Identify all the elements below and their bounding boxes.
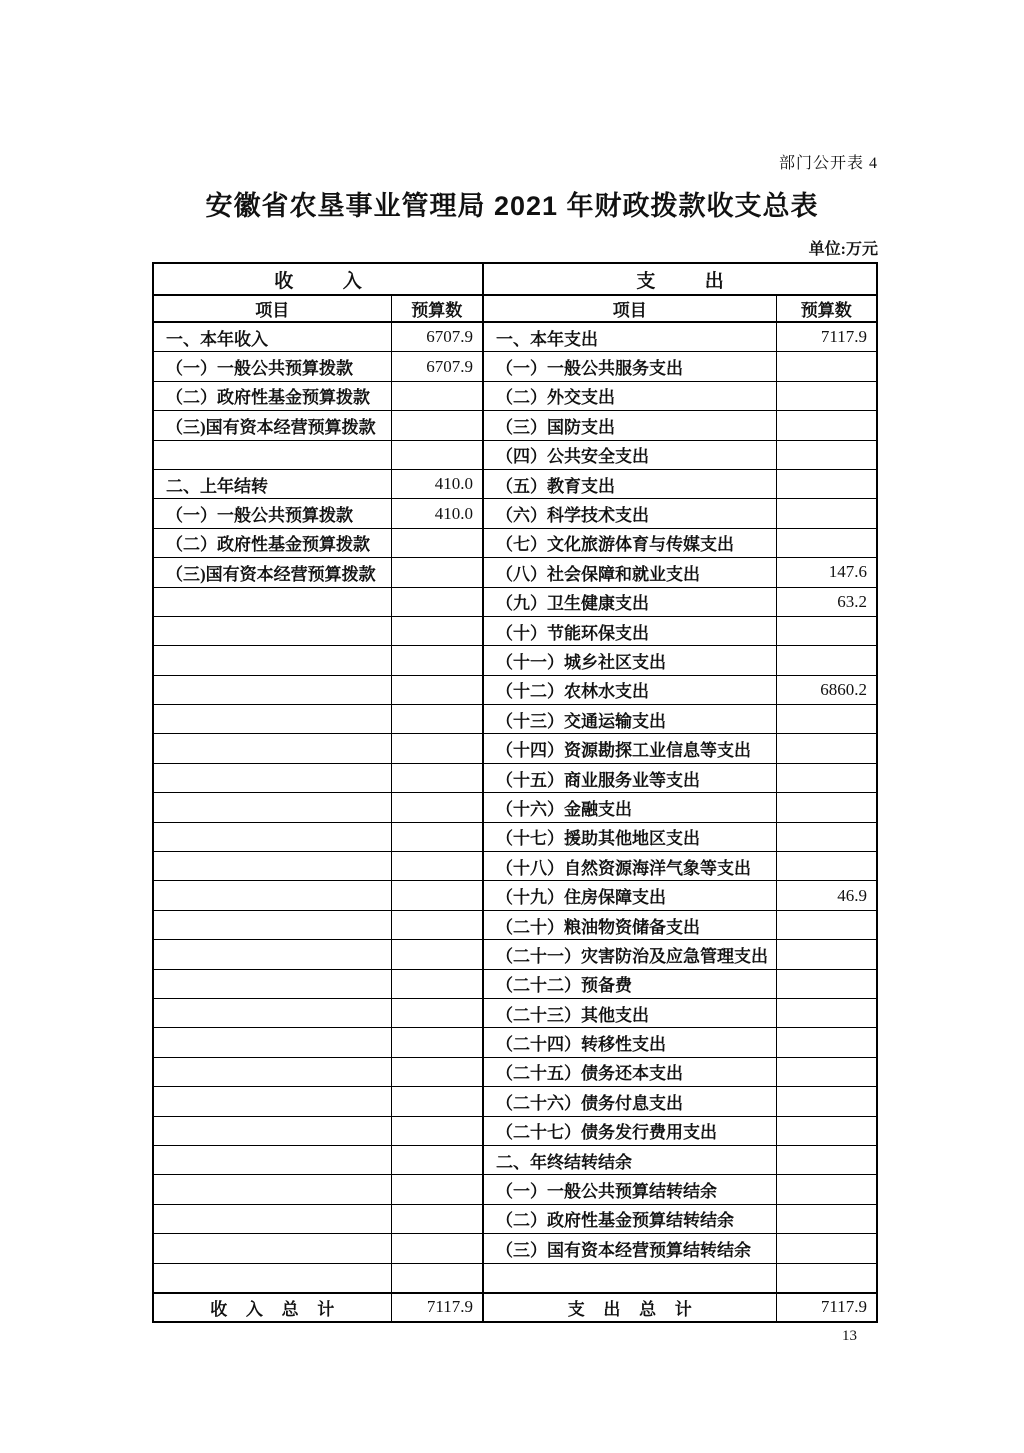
expense-value-cell <box>776 1263 877 1293</box>
expense-item-cell: （二十）粮油物资储备支出 <box>483 910 776 939</box>
expense-item-cell: （十八）自然资源海洋气象等支出 <box>483 852 776 881</box>
table-row <box>153 1175 877 1204</box>
table-row <box>153 940 877 969</box>
income-value-cell <box>391 1175 483 1204</box>
income-value-cell <box>391 822 483 851</box>
income-value-cell <box>391 1087 483 1116</box>
expense-section-label: 支出 <box>636 270 774 292</box>
expense-value-cell: 7117.9 <box>776 322 877 352</box>
table-row <box>153 763 877 792</box>
income-item-cell: 一、本年收入 <box>153 322 391 352</box>
expense-item-cell: （九）卫生健康支出 <box>483 587 776 616</box>
table-row <box>153 616 877 645</box>
income-value-cell <box>391 558 483 587</box>
income-value-cell <box>391 1145 483 1174</box>
income-value-cell <box>391 646 483 675</box>
expense-total-label-cell <box>483 1293 776 1322</box>
table-row <box>153 1204 877 1233</box>
income-item-cell: （二）政府性基金预算拨款 <box>153 381 391 410</box>
expense-value-cell <box>776 910 877 939</box>
expense-item-cell: （七）文化旅游体育与传媒支出 <box>483 528 776 557</box>
expense-total-value-cell: 7117.9 <box>776 1293 877 1322</box>
income-item-cell <box>153 1263 391 1293</box>
expense-value-cell <box>776 969 877 998</box>
income-item-cell <box>153 734 391 763</box>
expense-value-cell <box>776 998 877 1027</box>
table-row <box>153 381 877 410</box>
expense-budget-column-header: 预算数 <box>776 295 877 322</box>
income-item-cell <box>153 822 391 851</box>
expense-item-cell: （三）国有资本经营预算结转结余 <box>483 1234 776 1263</box>
expense-value-cell <box>776 1116 877 1145</box>
expense-item-cell: （二十四）转移性支出 <box>483 1028 776 1057</box>
expense-total-label: 支出总计 <box>567 1299 711 1319</box>
table-row <box>153 793 877 822</box>
expense-value-cell: 63.2 <box>776 587 877 616</box>
table-row <box>153 910 877 939</box>
income-item-cell <box>153 969 391 998</box>
income-value-cell <box>391 1204 483 1233</box>
income-item-cell <box>153 675 391 704</box>
table-row <box>153 646 877 675</box>
income-value-cell: 6707.9 <box>391 352 483 381</box>
expense-item-cell: （十）节能环保支出 <box>483 616 776 645</box>
income-section-label: 收入 <box>274 270 412 292</box>
income-value-cell <box>391 940 483 969</box>
table-row <box>153 734 877 763</box>
income-item-cell <box>153 852 391 881</box>
income-item-cell <box>153 998 391 1027</box>
income-total-value-cell: 7117.9 <box>391 1293 483 1322</box>
table-row <box>153 822 877 851</box>
income-item-cell <box>153 1234 391 1263</box>
expense-item-cell: （八）社会保障和就业支出 <box>483 558 776 587</box>
income-item-cell: （三)国有资本经营预算拨款 <box>153 558 391 587</box>
income-value-cell <box>391 528 483 557</box>
expense-value-cell <box>776 1204 877 1233</box>
table-row <box>153 1145 877 1174</box>
income-item-column-header: 项目 <box>153 295 391 322</box>
income-value-cell: 410.0 <box>391 469 483 498</box>
expense-item-cell: （二十六）债务付息支出 <box>483 1087 776 1116</box>
table-row <box>153 469 877 498</box>
table-row <box>153 411 877 440</box>
table-row <box>153 1087 877 1116</box>
table-row <box>153 675 877 704</box>
expense-item-cell: （六）科学技术支出 <box>483 499 776 528</box>
expense-value-cell <box>776 705 877 734</box>
income-item-cell: （一）一般公共预算拨款 <box>153 499 391 528</box>
income-value-cell <box>391 1116 483 1145</box>
expense-item-cell <box>483 1263 776 1293</box>
expense-item-cell: 一、本年支出 <box>483 322 776 352</box>
expense-item-column-header: 项目 <box>483 295 776 322</box>
income-item-cell <box>153 1175 391 1204</box>
expense-item-cell: （五）教育支出 <box>483 469 776 498</box>
expense-item-cell: （十四）资源勘探工业信息等支出 <box>483 734 776 763</box>
income-item-cell <box>153 616 391 645</box>
income-item-cell <box>153 1145 391 1174</box>
expense-item-cell: （二十一）灾害防治及应急管理支出 <box>483 940 776 969</box>
unit-label: 单位:万元 <box>808 241 878 258</box>
doc-label: 部门公开表 4 <box>778 155 878 172</box>
table-row <box>153 969 877 998</box>
expense-value-cell: 46.9 <box>776 881 877 910</box>
income-value-cell <box>391 1234 483 1263</box>
income-value-cell: 410.0 <box>391 499 483 528</box>
table-row <box>153 1263 877 1293</box>
page-title: 安徽省农垦事业管理局 2021 年财政拨款收支总表 <box>205 191 819 221</box>
table-row <box>153 322 877 352</box>
expense-item-cell: （二十五）债务还本支出 <box>483 1057 776 1086</box>
table-row <box>153 881 877 910</box>
income-value-cell <box>391 411 483 440</box>
income-value-cell <box>391 705 483 734</box>
income-item-cell: 二、上年结转 <box>153 469 391 498</box>
income-section-header <box>153 263 483 295</box>
expense-value-cell <box>776 381 877 410</box>
income-item-cell <box>153 763 391 792</box>
expense-item-cell: （一）一般公共预算结转结余 <box>483 1175 776 1204</box>
table-row <box>153 998 877 1027</box>
income-item-cell <box>153 587 391 616</box>
income-item-cell <box>153 646 391 675</box>
expense-value-cell <box>776 763 877 792</box>
income-value-cell <box>391 587 483 616</box>
column-header-row <box>153 295 877 322</box>
income-value-cell <box>391 881 483 910</box>
income-total-label-cell <box>153 1293 391 1322</box>
income-value-cell: 6707.9 <box>391 322 483 352</box>
income-item-cell: （二）政府性基金预算拨款 <box>153 528 391 557</box>
expense-item-cell: （二十二）预备费 <box>483 969 776 998</box>
expense-item-cell: （十一）城乡社区支出 <box>483 646 776 675</box>
expense-item-cell: （一）一般公共服务支出 <box>483 352 776 381</box>
expense-item-cell: （十七）援助其他地区支出 <box>483 822 776 851</box>
table-body <box>153 322 877 1293</box>
income-total-label: 收入总计 <box>210 1299 353 1319</box>
total-row <box>153 1293 877 1322</box>
expense-value-cell: 147.6 <box>776 558 877 587</box>
expense-value-cell <box>776 1057 877 1086</box>
income-item-cell <box>153 1204 391 1233</box>
income-value-cell <box>391 763 483 792</box>
section-header-row <box>153 263 877 295</box>
table-row <box>153 1057 877 1086</box>
income-value-cell <box>391 1263 483 1293</box>
expense-value-cell <box>776 1145 877 1174</box>
expense-item-cell: 二、年终结转结余 <box>483 1145 776 1174</box>
table-row <box>153 705 877 734</box>
income-item-cell <box>153 940 391 969</box>
income-value-cell <box>391 675 483 704</box>
table-row <box>153 852 877 881</box>
table-row <box>153 352 877 381</box>
expense-item-cell: （十九）住房保障支出 <box>483 881 776 910</box>
expense-value-cell <box>776 793 877 822</box>
income-item-cell <box>153 1028 391 1057</box>
income-value-cell <box>391 969 483 998</box>
expense-item-cell: （四）公共安全支出 <box>483 440 776 469</box>
expense-value-cell <box>776 469 877 498</box>
expense-value-cell <box>776 1087 877 1116</box>
table-row <box>153 1028 877 1057</box>
expense-value-cell <box>776 1028 877 1057</box>
expense-value-cell <box>776 852 877 881</box>
expense-value-cell <box>776 528 877 557</box>
table-row <box>153 440 877 469</box>
table-row <box>153 528 877 557</box>
expense-item-cell: （十五）商业服务业等支出 <box>483 763 776 792</box>
expense-item-cell: （二十七）债务发行费用支出 <box>483 1116 776 1145</box>
income-item-cell <box>153 1087 391 1116</box>
income-item-cell <box>153 440 391 469</box>
expense-item-cell: （二十三）其他支出 <box>483 998 776 1027</box>
income-value-cell <box>391 381 483 410</box>
expense-value-cell: 6860.2 <box>776 675 877 704</box>
income-item-cell: （一）一般公共预算拨款 <box>153 352 391 381</box>
income-value-cell <box>391 734 483 763</box>
expense-value-cell <box>776 440 877 469</box>
income-value-cell <box>391 910 483 939</box>
expense-value-cell <box>776 411 877 440</box>
expense-value-cell <box>776 646 877 675</box>
expense-item-cell: （十二）农林水支出 <box>483 675 776 704</box>
income-item-cell <box>153 793 391 822</box>
expense-value-cell <box>776 940 877 969</box>
table-row <box>153 587 877 616</box>
budget-table <box>152 262 878 1323</box>
page-number: 13 <box>842 1328 857 1344</box>
expense-value-cell <box>776 499 877 528</box>
expense-value-cell <box>776 734 877 763</box>
expense-item-cell: （十三）交通运输支出 <box>483 705 776 734</box>
income-item-cell <box>153 1057 391 1086</box>
income-value-cell <box>391 793 483 822</box>
expense-value-cell <box>776 616 877 645</box>
income-value-cell <box>391 1057 483 1086</box>
income-value-cell <box>391 616 483 645</box>
expense-item-cell: （十六）金融支出 <box>483 793 776 822</box>
expense-value-cell <box>776 822 877 851</box>
table-row <box>153 558 877 587</box>
income-value-cell <box>391 998 483 1027</box>
expense-value-cell <box>776 1234 877 1263</box>
expense-item-cell: （二）政府性基金预算结转结余 <box>483 1204 776 1233</box>
income-item-cell <box>153 1116 391 1145</box>
income-value-cell <box>391 1028 483 1057</box>
income-item-cell <box>153 705 391 734</box>
table-row <box>153 1234 877 1263</box>
income-item-cell <box>153 881 391 910</box>
income-budget-column-header: 预算数 <box>391 295 483 322</box>
income-item-cell: （三)国有资本经营预算拨款 <box>153 411 391 440</box>
income-item-cell <box>153 910 391 939</box>
expense-value-cell <box>776 352 877 381</box>
expense-item-cell: （三）国防支出 <box>483 411 776 440</box>
expense-item-cell: （二）外交支出 <box>483 381 776 410</box>
table-row <box>153 499 877 528</box>
expense-section-header <box>483 263 877 295</box>
income-value-cell <box>391 440 483 469</box>
expense-value-cell <box>776 1175 877 1204</box>
table-row <box>153 1116 877 1145</box>
income-value-cell <box>391 852 483 881</box>
